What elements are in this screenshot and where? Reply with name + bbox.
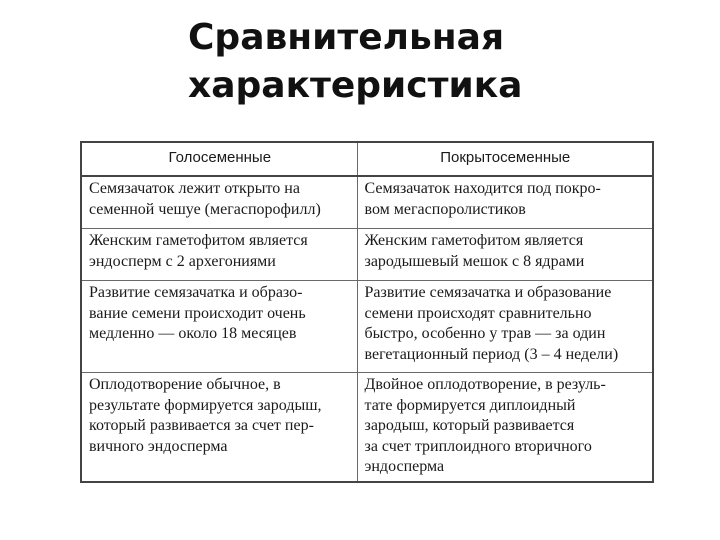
- slide-title-line-2: характеристика: [188, 65, 523, 106]
- cell-line: Семязачаток находится под покро-: [364, 180, 601, 197]
- cell-line: эндосперм с 2 архегониями: [89, 252, 276, 270]
- table-row: [81, 281, 653, 373]
- table-row: [81, 373, 653, 482]
- cell-line: за счет триплоидного вторичного: [364, 437, 592, 455]
- cell-angiosperms: [357, 281, 653, 373]
- cell-line: эндосперма: [364, 458, 445, 475]
- cell-line: Двойное оплодотворение, в резуль-: [364, 376, 606, 393]
- comparison-table: [80, 141, 654, 483]
- cell-line: Семязачаток лежит открыто на: [89, 180, 300, 197]
- cell-gymnosperms: [81, 176, 357, 229]
- cell-gymnosperms: [81, 229, 357, 281]
- cell-line: Оплодотворение обычное, в: [89, 376, 281, 393]
- cell-line: Женским гаметофитом является: [364, 232, 584, 249]
- cell-angiosperms: [357, 176, 653, 229]
- table-row: [81, 176, 653, 229]
- cell-line: зародышевый мешок с 8 ядрами: [364, 252, 585, 270]
- slide-title-line-1: Сравнительная: [188, 17, 505, 58]
- cell-line: который развивается за счет пер-: [89, 417, 314, 434]
- table-header-row: [81, 142, 653, 176]
- cell-line: вом мегаспоролистиков: [364, 200, 526, 218]
- cell-line: быстро, особенно у трав — за один: [364, 325, 606, 342]
- cell-line: зародыш, который развивается: [364, 417, 575, 434]
- cell-line: Развитие семязачатка и образо-: [89, 284, 303, 301]
- cell-line: результате формируется зародыш,: [89, 396, 322, 414]
- cell-angiosperms: [357, 229, 653, 281]
- cell-angiosperms: [357, 373, 653, 482]
- cell-gymnosperms: [81, 281, 357, 373]
- table-row: [81, 229, 653, 281]
- cell-gymnosperms: [81, 373, 357, 482]
- comparison-table-container: [80, 141, 652, 483]
- cell-line: семени происходят сравнительно: [364, 304, 592, 322]
- cell-line: семенной чешуе (мегаспорофилл): [89, 200, 321, 218]
- cell-line: медленно — около 18 месяцев: [89, 325, 297, 342]
- column-header-gymnosperms: Голосеменные: [81, 142, 357, 176]
- cell-line: тате формируется диплоидный: [364, 396, 576, 414]
- cell-line: вичного эндосперма: [89, 437, 228, 455]
- cell-line: вание семени происходит очень: [89, 304, 306, 322]
- slide-title: [188, 14, 522, 110]
- column-header-angiosperms: Покрытосеменные: [357, 142, 653, 176]
- cell-line: Развитие семязачатка и образование: [364, 284, 612, 301]
- cell-line: Женским гаметофитом является: [89, 232, 308, 249]
- cell-line: вегетационный период (3 – 4 недели): [364, 345, 619, 363]
